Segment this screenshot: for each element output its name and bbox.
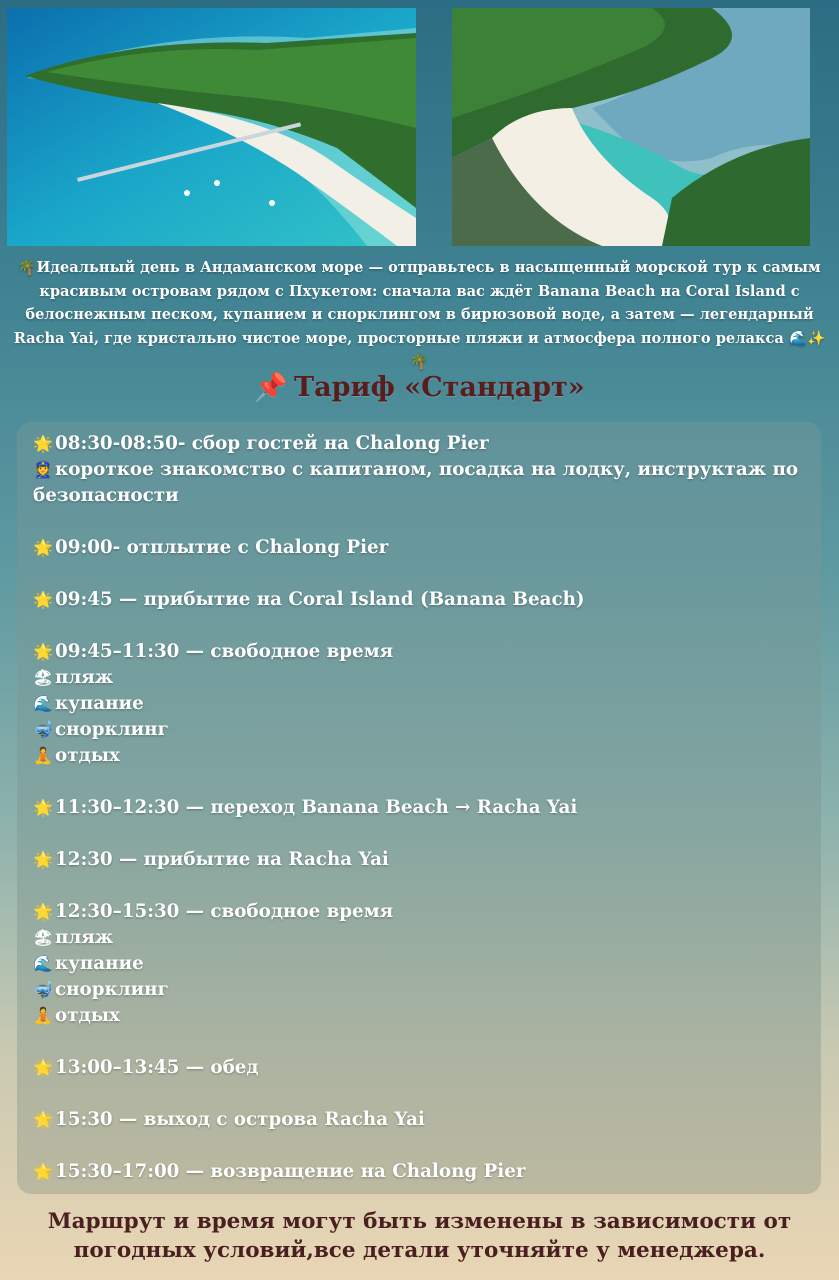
- schedule-item-text: 12:30 — прибытие на Racha Yai: [55, 849, 389, 870]
- racha-yai-bay-aerial-photo-icon: [452, 8, 810, 246]
- beach-icon: 🏖: [33, 668, 54, 687]
- star-icon: 🌟: [33, 1058, 53, 1077]
- tariff-heading: [0, 368, 839, 408]
- schedule-item-text: 08:30-08:50- сбор гостей на Chalong Pier: [55, 433, 489, 454]
- schedule-item: [33, 535, 818, 561]
- schedule-item: [33, 639, 818, 665]
- schedule-item-text: 13:00–13:45 — обед: [55, 1057, 259, 1078]
- star-icon: 🌟: [33, 434, 53, 453]
- schedule-item-text: 12:30–15:30 — свободное время: [55, 901, 394, 922]
- wave-icon: 🌊: [33, 954, 53, 973]
- star-icon: 🌟: [33, 538, 53, 557]
- activity-text: снорклинг: [55, 719, 169, 740]
- diving-mask-icon: 🤿: [33, 720, 53, 739]
- schedule-item-text: 09:00- отплытие с Chalong Pier: [55, 537, 389, 558]
- schedule-item-text: короткое знакомство с капитаном, посадка на лодку, инструктаж по безопасности: [33, 459, 799, 506]
- activity-text: отдых: [55, 745, 120, 766]
- schedule-item-text: 09:45–11:30 — свободное время: [55, 641, 394, 662]
- beach-icon: 🏖: [33, 928, 54, 947]
- intro-text: Идеальный день в Андаманском море — отправьтесь в насыщенный морской тур к самым красивым островам рядом с Пхукетом: сначала вас ждёт Banana Beach на Coral Island с белоснежным песком, купанием и снорклингом в бирюзовой воде, а затем — легендарный Racha Yai, где кристально чистое море, просторные пляжи и атмосфера полного релакса: [13, 259, 821, 347]
- footer-line-2: погодных условий,все детали уточняйте у менеджера.: [73, 1238, 766, 1263]
- activity-item: [33, 717, 818, 743]
- intro-description: [12, 256, 827, 374]
- star-icon: 🌟: [33, 590, 53, 609]
- activity-item: [33, 925, 818, 951]
- activity-text: купание: [55, 953, 144, 974]
- schedule-item-text: 15:30 — выход с острова Racha Yai: [55, 1109, 425, 1130]
- activity-text: отдых: [55, 1005, 120, 1026]
- schedule-list: [33, 431, 818, 1185]
- tariff-title: Тариф «Стандарт»: [294, 372, 585, 403]
- activity-item: [33, 665, 818, 691]
- schedule-item: [33, 587, 818, 613]
- palm-icon: 🌴: [18, 259, 37, 276]
- activity-text: пляж: [55, 927, 114, 948]
- coral-island-photo: [7, 8, 416, 246]
- schedule-item: [33, 457, 818, 509]
- schedule-item: [33, 1055, 818, 1081]
- schedule-item: [33, 795, 818, 821]
- schedule-item: [33, 1107, 818, 1133]
- racha-yai-photo: [452, 8, 810, 246]
- star-icon: 🌟: [33, 850, 53, 869]
- star-icon: 🌟: [33, 798, 53, 817]
- footer-line-1: Маршрут и время могут быть изменены в зависимости от: [47, 1209, 792, 1234]
- meditation-icon: 🧘: [33, 1006, 53, 1025]
- schedule-item: [33, 899, 818, 925]
- activity-text: купание: [55, 693, 144, 714]
- schedule-item-text: 09:45 — прибытие на Coral Island (Banana Beach): [55, 589, 585, 610]
- meditation-icon: 🧘: [33, 746, 53, 765]
- diving-mask-icon: 🤿: [33, 980, 53, 999]
- schedule-item: [33, 431, 818, 457]
- activity-item: [33, 951, 818, 977]
- coral-island-aerial-photo-icon: [7, 8, 416, 246]
- star-icon: 🌟: [33, 1110, 53, 1129]
- wave-sparkle-palm-icon: 🌊✨🌴: [410, 329, 826, 370]
- star-icon: 🌟: [33, 1162, 53, 1181]
- activity-item: [33, 691, 818, 717]
- schedule-item-text: 15:30–17:00 — возвращение на Chalong Pier: [55, 1161, 526, 1182]
- schedule-item: [33, 1159, 818, 1185]
- wave-icon: 🌊: [33, 694, 53, 713]
- activity-item: [33, 977, 818, 1003]
- captain-icon: 👮: [33, 460, 53, 479]
- activity-text: снорклинг: [55, 979, 169, 1000]
- activity-text: пляж: [55, 667, 114, 688]
- activity-item: [33, 1003, 818, 1029]
- star-icon: 🌟: [33, 642, 53, 661]
- star-icon: 🌟: [33, 902, 53, 921]
- activity-item: [33, 743, 818, 769]
- pushpin-icon: 📌: [254, 372, 289, 403]
- schedule-item-text: 11:30–12:30 — переход Banana Beach → Racha Yai: [55, 797, 578, 818]
- schedule-item: [33, 847, 818, 873]
- footer-note: [0, 1207, 839, 1265]
